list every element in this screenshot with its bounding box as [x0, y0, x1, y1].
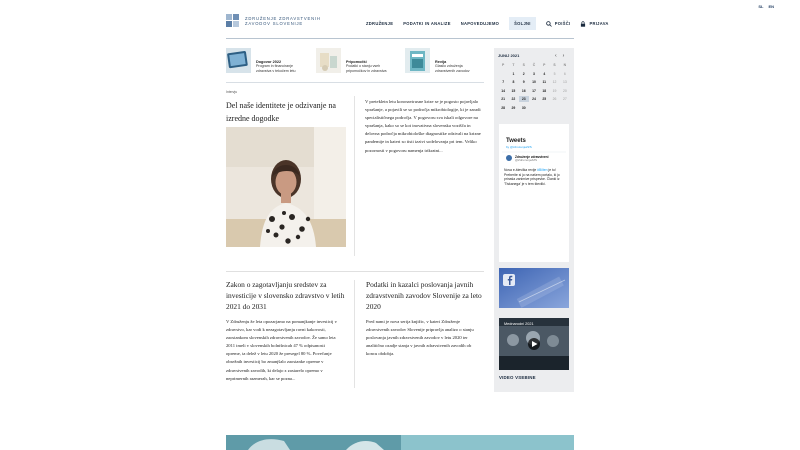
section-divider: [226, 271, 484, 272]
video-section-label: VIDEO VSEBINE: [499, 375, 536, 380]
feature-text: [256, 48, 312, 73]
tweet-author-handle: @ZdruzenjeZZS: [515, 158, 538, 162]
twitter-widget-subtitle[interactable]: by @zdruzenjeZZS: [506, 145, 532, 149]
calendar-grid: [498, 62, 570, 111]
calendar-weekday: S: [553, 63, 556, 67]
video-title: Mednarodni 2021: [504, 322, 534, 326]
feature-line-1: Program in financiranje: [256, 64, 293, 69]
tweet-author-name: Združenje zdravstveni: [515, 155, 549, 159]
facebook-widget[interactable]: [499, 268, 569, 308]
logo-icon: [226, 14, 240, 28]
calendar-weekday: N: [563, 63, 567, 67]
calendar-day[interactable]: 14: [501, 88, 506, 93]
calendar-empty-cell: [549, 105, 559, 111]
tweet-text-pre: Nova e-številka revije: [504, 168, 538, 172]
main-nav: [366, 17, 609, 30]
calendar-prev-icon[interactable]: ‹: [555, 53, 557, 59]
calendar-day[interactable]: 25: [542, 97, 547, 102]
lang-sl[interactable]: SL: [758, 4, 764, 9]
feature-title: Dogovor 2022: [256, 60, 282, 64]
column-divider-lower: [354, 280, 355, 388]
calendar-day[interactable]: 6: [563, 71, 566, 76]
calendar-day[interactable]: 17: [532, 88, 536, 93]
article-title-podatki[interactable]: Podatki in kazalci poslovanja javnih zdravstvenih zavodov Slovenije za leto 2020: [366, 280, 482, 312]
calendar-day[interactable]: 5: [553, 71, 556, 76]
calendar-next-icon[interactable]: ›: [562, 53, 565, 59]
calendar-day[interactable]: 21: [501, 97, 506, 102]
calendar-day[interactable]: 4: [543, 71, 546, 76]
calendar-weekday: T: [512, 63, 515, 67]
feature-title: Revija: [435, 60, 447, 64]
feature-card-revija[interactable]: [405, 48, 491, 73]
twitter-widget-title: Tweets: [506, 138, 526, 144]
calendar-day[interactable]: 15: [511, 88, 516, 93]
calendar-day[interactable]: 28: [501, 105, 506, 110]
bottom-banner-image: [226, 435, 574, 450]
calendar-day[interactable]: 8: [512, 80, 515, 85]
calendar-weekday: P: [543, 63, 546, 67]
calendar-day[interactable]: 27: [562, 97, 567, 102]
feature-text: [435, 48, 491, 73]
calendar-day[interactable]: 18: [542, 88, 547, 93]
calendar-weekday: Č: [532, 63, 536, 67]
calendar-day[interactable]: 9: [522, 80, 525, 85]
login-button[interactable]: [580, 21, 608, 27]
calendar-day[interactable]: 3: [533, 71, 535, 76]
article-title-zakon[interactable]: Zakon o zagotavljanju sredstev za investicije v slovensko zdravstvo v letih 2021 do 2031: [226, 280, 345, 312]
main-article-title[interactable]: Del naše identitete je odzivanje na izredne dogodke: [226, 101, 336, 123]
search-button[interactable]: [546, 21, 571, 27]
calendar-title: JUNIJ 2021: [498, 53, 520, 58]
feature-title: Pripomočki: [346, 60, 367, 64]
feature-line-1: Podatki o stanju vseh: [346, 64, 381, 69]
calendar-day[interactable]: 11: [542, 80, 547, 85]
avatar: [506, 155, 512, 161]
features-divider: [226, 82, 484, 83]
calendar-empty-cell: [498, 71, 508, 77]
nav-item-podatki[interactable]: PODATKI IN ANALIZE: [403, 21, 451, 26]
feature-thumb-supplies: [316, 48, 341, 73]
site-logo[interactable]: [226, 14, 321, 28]
logo-text: [245, 16, 321, 27]
lock-icon: [580, 21, 586, 27]
calendar-weekday: P: [502, 63, 505, 67]
lang-en[interactable]: EN: [768, 4, 774, 9]
main-article-excerpt: V pretekletn letu koronavirusne krize se je pogosto pojavljalo vprašanje, a pojavili se so področja mikrobiologije, ki je zaradi specialističnega področja. V pogovoru sva iskali odgovore na vprašanja, kako so se kot inovativna slovenska vozišča in delovna področja mikrobiološke diagnostike odzivali na krizne pandemije in kateri so tisti izzivi sodelovanja pri tem. Veliko pozornosti v pogovoru namenja trikratni...: [365, 99, 481, 153]
calendar-day[interactable]: 20: [562, 88, 567, 93]
feature-thumb-tablet: [226, 48, 251, 73]
calendar-day[interactable]: 24: [532, 97, 536, 102]
tweet-hashtag[interactable]: #Bilten: [537, 168, 548, 172]
language-switch: [758, 4, 774, 9]
calendar-nav: [555, 53, 564, 59]
calendar-day[interactable]: 23: [519, 96, 529, 102]
login-label: PRIJAVA: [589, 21, 609, 26]
feature-line-2: zdravstva v tekočem letu: [256, 68, 296, 73]
feature-line-2: pripomočkov in zdravstva: [346, 68, 387, 73]
tweet-text-post: je tu! Preberite si jo na našem portalu, ki jo prinaša zanimive prispevke. Članki iz 'Tiskanega' je v tem številki.: [504, 168, 560, 186]
calendar-day[interactable]: 30: [521, 105, 526, 110]
search-label: POIŠČI: [554, 21, 571, 26]
calendar-empty-cell: [539, 105, 549, 111]
feature-line-1: Glasilo združenja: [435, 64, 463, 69]
calendar-empty-cell: [560, 105, 570, 111]
nav-item-zdruzenje[interactable]: ZDRUŽENJE: [366, 21, 394, 26]
calendar-day[interactable]: 16: [521, 88, 526, 93]
nav-item-active[interactable]: ŠOLJNI: [509, 17, 536, 30]
feature-card-dogovor[interactable]: [226, 48, 312, 73]
column-divider: [354, 96, 355, 256]
calendar-day[interactable]: 10: [532, 80, 536, 85]
calendar-day[interactable]: 12: [552, 80, 557, 85]
calendar-day[interactable]: 26: [552, 97, 557, 102]
calendar-day[interactable]: 7: [502, 80, 505, 85]
tweet-author[interactable]: [506, 155, 548, 163]
feature-card-pripomocki[interactable]: [316, 48, 402, 73]
logo-line-2: ZAVODOV SLOVENIJE: [245, 21, 303, 26]
article-excerpt-zakon: V Združenju že leta opozarjamo na pomanjkanje investicij v zdravstvo, kar vodi k nezagotavljanju ravni kakovosti, zaostankom slovenskih zdravstvenih zavodov. Že samo leta 2011 imeli v slovenskih bolnišnicah 47 % odpisanosti opreme, ta delež v letu 2020 že presegel 80 %. Povečanje obsežnih investicij bo zmanjšalo zaostanke opreme v zdravstvenih zavodih, ki delajo z zastarelo opremo v neprimernih razmerah, kar se pozna...: [226, 319, 337, 381]
tweet-text: [504, 168, 564, 186]
article-excerpt-podatki: Pred nami je nova serija knjižic, v kateri Združenje zdravstvenih zavodov Slovenije pripravlja analizo o stanju poslovanja javnih zdravstvenih zavodov v letu 2020 ter analitično ozadje stanja v javnih zdravstvenih zavodih ob koncu obdobja.: [366, 319, 474, 357]
feature-thumb-magazine: [405, 48, 430, 73]
main-article-photo[interactable]: [226, 127, 346, 247]
nav-item-napovedujemo[interactable]: NAPOVEDUJEMO: [460, 21, 500, 26]
calendar-empty-cell: [529, 105, 539, 111]
calendar-day[interactable]: 13: [562, 80, 567, 85]
article-tag: Intervju: [226, 90, 238, 94]
search-icon: [546, 21, 552, 27]
feature-line-2: zdravstvenih zavodov: [435, 68, 470, 73]
calendar-day[interactable]: 19: [552, 88, 557, 93]
calendar-day[interactable]: 2: [522, 71, 525, 76]
calendar-day[interactable]: 22: [511, 97, 516, 102]
header-divider: [226, 38, 574, 39]
calendar-day[interactable]: 29: [511, 105, 516, 110]
feature-text: [346, 48, 402, 73]
logo-line-1: ZDRUŽENJE ZDRAVSTVENIH: [245, 15, 321, 21]
calendar-day[interactable]: 1: [512, 71, 515, 76]
calendar-weekday: S: [522, 63, 525, 67]
